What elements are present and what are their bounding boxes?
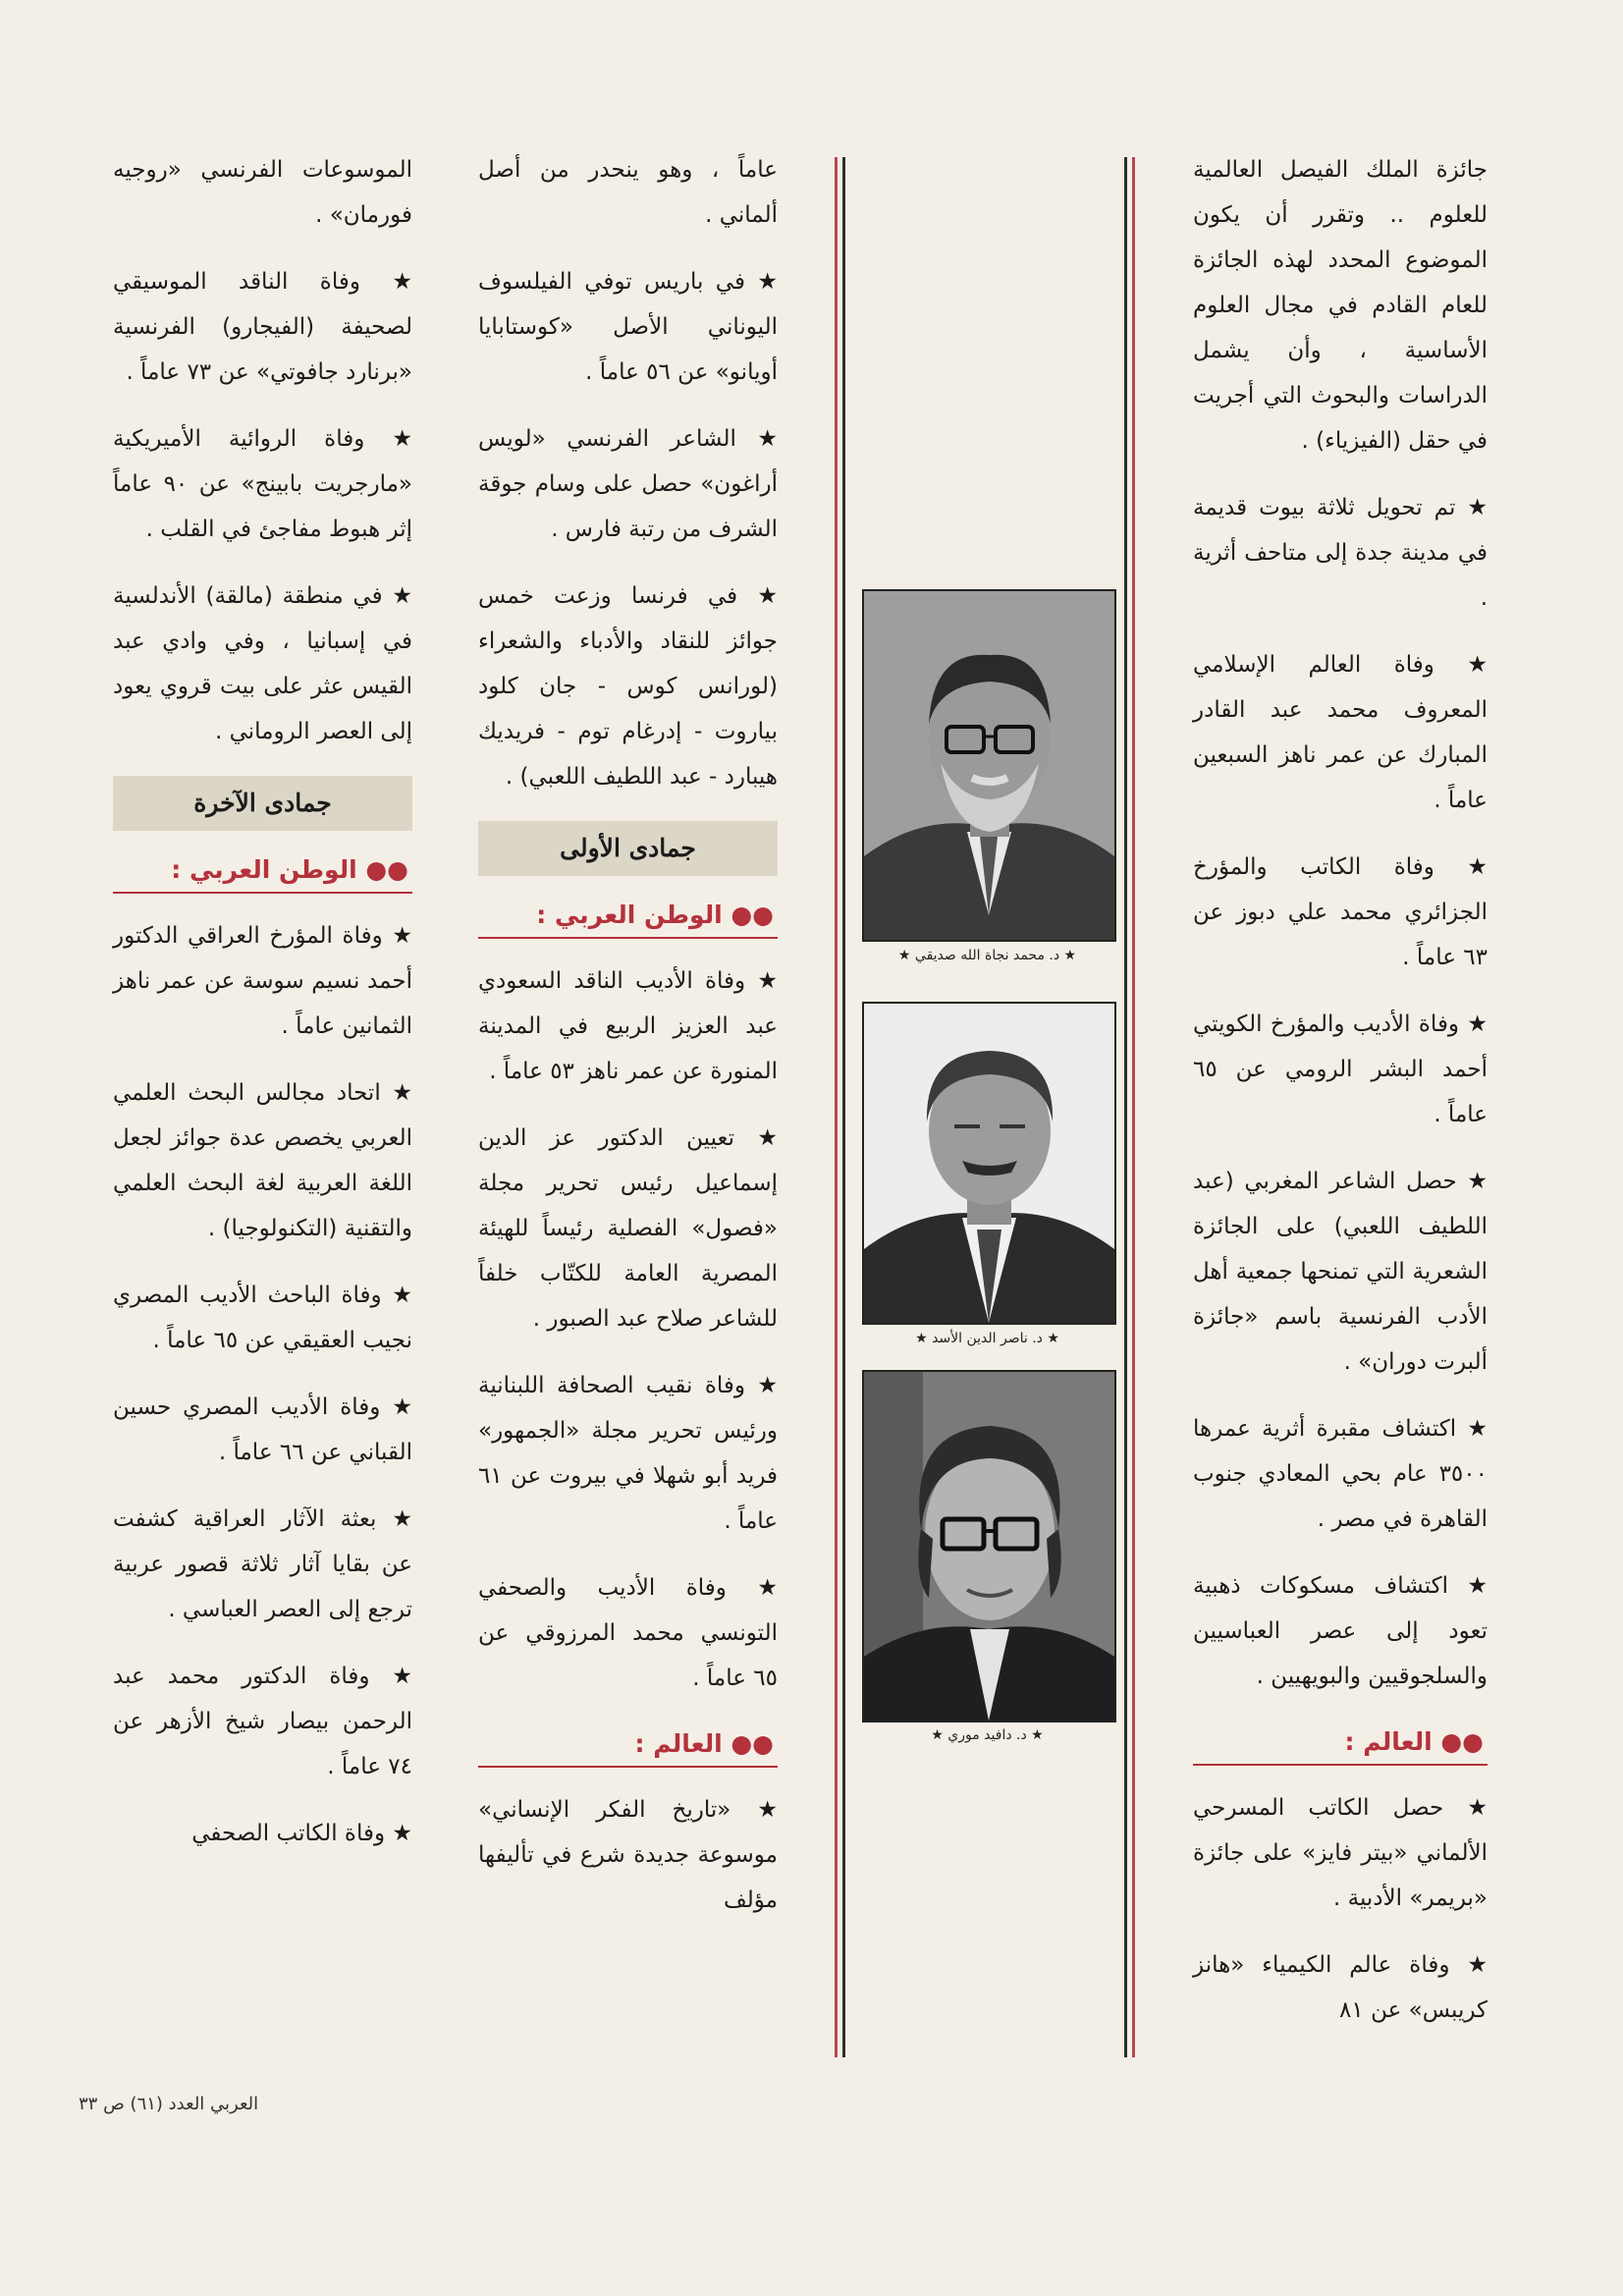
section-heading-world: ●● العالم :: [1193, 1721, 1488, 1766]
paragraph: ★ اكتشاف مسكوكات ذهبية تعود إلى عصر العباسيين والسلجوقيين والبويهيين .: [1193, 1573, 1488, 1689]
photo-caption: ★ د. دافيد موري ★: [931, 1727, 1044, 1743]
paragraph: عاماً ، وهو ينحدر من أصل ألماني .: [478, 157, 778, 228]
section-heading-arab-world: ●● الوطن العربي :: [478, 894, 778, 939]
paragraph: ★ وفاة الناقد الموسيقي لصحيفة (الفيجارو) الفرنسية «برنارد جافوتي» عن ٧٣ عاماً .: [113, 269, 412, 385]
portrait-photo-murray: [862, 1370, 1116, 1722]
paragraph: ★ اتحاد مجالس البحث العلمي العربي يخصص عدة جوائز لجعل اللغة العربية لغة البحث العلمي والتقنية (التكنولوجيا) .: [113, 1080, 412, 1241]
paragraph: ★ حصل الشاعر المغربي (عبد اللطيف اللعبي) على الجائزة الشعرية التي تمنحها جمعية أهل الأدب الفرنسية باسم «جائزة ألبرت دوران» .: [1193, 1169, 1488, 1375]
paragraph: ★ وفاة الأديب المصري حسين القباني عن ٦٦ عاماً .: [113, 1394, 412, 1465]
paragraph: ★ وفاة الأديب الناقد السعودي عبد العزيز الربيع في المدينة المنورة عن عمر ناهز ٥٣ عاماً .: [478, 968, 778, 1084]
column-1: [1193, 147, 1488, 2054]
paragraph: ★ حصل الكاتب المسرحي الألماني «بيتر فايز» على جائزة «بريمر» الأدبية .: [1193, 1795, 1488, 1911]
column-divider: [1132, 157, 1135, 2057]
column-divider: [835, 157, 838, 2057]
column-3: [478, 147, 778, 1944]
page-footer: العربي العدد (٦١) ص ٣٣: [79, 2094, 259, 2114]
column-4: [113, 147, 412, 1878]
paragraph: ★ وفاة العالم الإسلامي المعروف محمد عبد القادر المبارك عن عمر ناهز السبعين عاماً .: [1193, 652, 1488, 813]
paragraph: ★ اكتشاف مقبرة أثرية عمرها ٣٥٠٠ عام بحي المعادي جنوب القاهرة في مصر .: [1193, 1416, 1488, 1532]
photo-caption: ★ د. محمد نجاة الله صديقي ★: [897, 948, 1077, 963]
portrait-photo-alasad: [862, 1002, 1116, 1325]
section-heading-world: ●● العالم :: [478, 1722, 778, 1768]
paragraph: جائزة الملك الفيصل العالمية للعلوم .. وتقرر أن يكون الموضوع المحدد لهذه الجائزة للعام القادم في مجال العلوم الأساسية ، وأن يشمل الدراسات والبحوث التي أجريت في حقل (الفيزياء) .: [1193, 157, 1488, 454]
paragraph: ★ وفاة عالم الكيمياء «هانز كريبس» عن ٨١: [1193, 1952, 1488, 2023]
paragraph: ★ وفاة الباحث الأديب المصري نجيب العقيقي عن ٦٥ عاماً .: [113, 1283, 412, 1353]
paragraph: الموسوعات الفرنسي «روجيه فورمان» .: [113, 157, 412, 228]
paragraph: ★ في باريس توفي الفيلسوف اليوناني الأصل «كوستابايا أويانو» عن ٥٦ عاماً .: [478, 269, 778, 385]
paragraph: ★ وفاة المؤرخ العراقي الدكتور أحمد نسيم سوسة عن عمر ناهز الثمانين عاماً .: [113, 923, 412, 1039]
paragraph: ★ وفاة الأديب والصحفي التونسي محمد المرزوقي عن ٦٥ عاماً .: [478, 1575, 778, 1691]
column-divider: [842, 157, 845, 2057]
paragraph: ★ تعيين الدكتور عز الدين إسماعيل رئيس تحرير مجلة «فصول» الفصلية رئيساً للهيئة المصرية العامة للكتّاب خلفاً للشاعر صلاح عبد الصبور .: [478, 1125, 778, 1332]
paragraph: ★ في منطقة (مالقة) الأندلسية في إسبانيا ، وفي وادي عبد القيس عثر على بيت قروي يعود إلى العصر الروماني .: [113, 583, 412, 744]
photo-caption: ★ د. ناصر الدين الأسد ★: [915, 1331, 1059, 1346]
paragraph: ★ تم تحويل ثلاثة بيوت قديمة في مدينة جدة إلى متاحف أثرية .: [1193, 495, 1488, 611]
paragraph: ★ وفاة الدكتور محمد عبد الرحمن بيصار شيخ الأزهر عن ٧٤ عاماً .: [113, 1664, 412, 1779]
paragraph: ★ بعثة الآثار العراقية كشفت عن بقايا آثار ثلاثة قصور عربية ترجع إلى العصر العباسي .: [113, 1506, 412, 1622]
month-heading: جمادى الآخرة: [113, 776, 412, 831]
paragraph: ★ الشاعر الفرنسي «لويس أراغون» حصل على وسام جوقة الشرف من رتبة فارس .: [478, 426, 778, 542]
month-heading: جمادى الأولى: [478, 821, 778, 876]
paragraph: ★ وفاة الكاتب والمؤرخ الجزائري محمد علي دبوز عن ٦٣ عاماً .: [1193, 854, 1488, 970]
section-heading-arab-world: ●● الوطن العربي :: [113, 848, 412, 894]
paragraph: ★ وفاة الروائية الأميريكية «مارجريت بابينج» عن ٩٠ عاماً إثر هبوط مفاجئ في القلب .: [113, 426, 412, 542]
column-divider: [1124, 157, 1127, 2057]
paragraph: ★ وفاة الأديب والمؤرخ الكويتي أحمد البشر الرومي عن ٦٥ عاماً .: [1193, 1011, 1488, 1127]
portrait-photo-siddiqi: [862, 589, 1116, 942]
paragraph: ★ «تاريخ الفكر الإنساني» موسوعة جديدة شرع في تأليفها مؤلف: [478, 1797, 778, 1913]
paragraph: ★ وفاة نقيب الصحافة اللبنانية ورئيس تحرير مجلة «الجمهور» فريد أبو شهلا في بيروت عن ٦١ عاماً .: [478, 1373, 778, 1534]
paragraph: ★ في فرنسا وزعت خمس جوائز للنقاد والأدباء والشعراء (لورانس كوس - جان كلود بياروت - إدرغام توم - فريديك هيبارد - عبد اللطيف اللعبي) .: [478, 583, 778, 790]
paragraph: ★ وفاة الكاتب الصحفي: [191, 1821, 412, 1846]
